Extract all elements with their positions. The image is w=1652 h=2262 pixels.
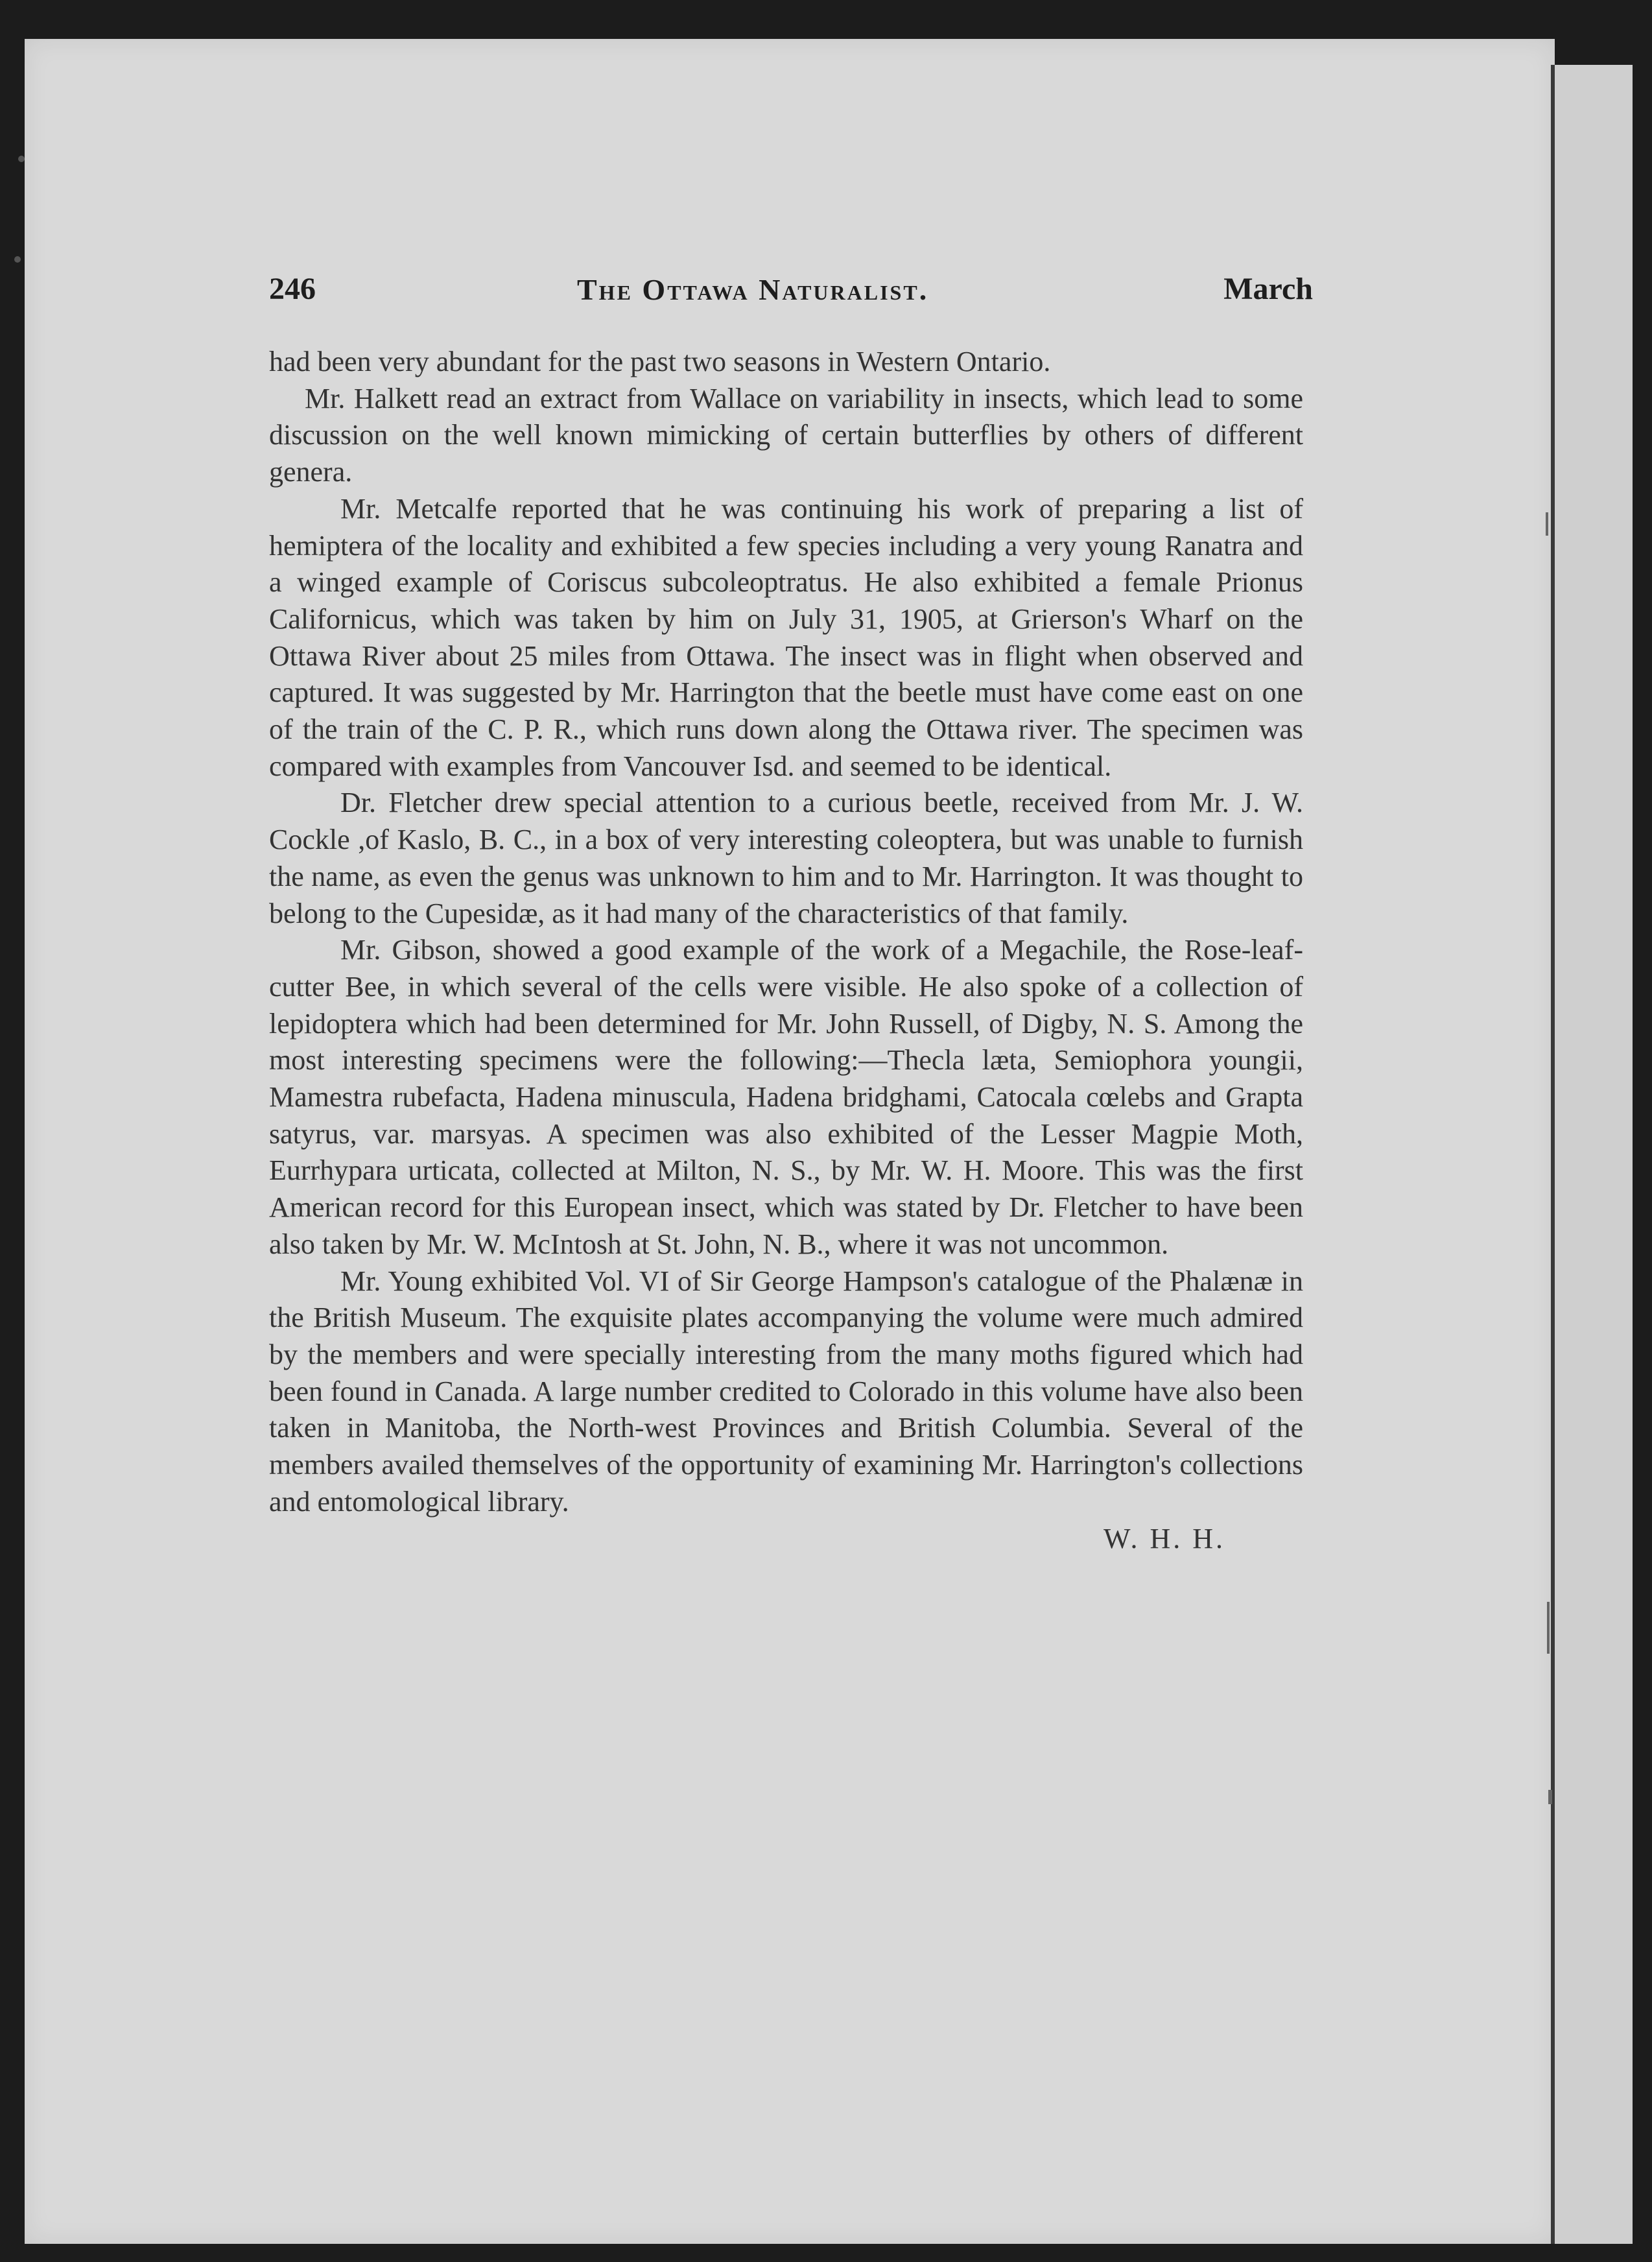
paragraph-fletcher: Dr. Fletcher drew special attention to a curious beetle, received from Mr. J. W. Cockle ,of Kaslo, B. C., in a box of very interesting coleoptera, but was unable to furnish the name, as even the genus was unknown to him and to Mr. Harrington. It was thought to belong to the Cupesidæ, as it had many of the characteristics of that family. <box>269 787 1303 929</box>
body-text <box>269 344 1303 1557</box>
edge-mark <box>1546 512 1548 536</box>
paragraph-gibson: Mr. Gibson, showed a good example of the work of a Megachile, the Rose-leaf-cutter Bee, in which several of the cells were visible. He also spoke of a collection of lepidoptera which had been determined for Mr. John Russell, of Digby, N. S. Among the most interesting specimens were the following:—Thecla læta, Semiophora youngii, Mamestra rubefacta, Hadena minuscula, Hadena bridghami, Catocala cœlebs and Grapta satyrus, var. marsyas. A specimen was also exhibited of the Lesser Magpie Moth, Eurrhypara urticata, collected at Milton, N. S., by Mr. W. H. Moore. This was the first American record for this European insect, which was stated by Dr. Fletcher to have been also taken by Mr. W. McIntosh at St. John, N. B., where it was not uncommon. <box>269 934 1303 1260</box>
scan-speck <box>14 256 21 263</box>
edge-mark <box>1548 1790 1552 1804</box>
journal-title: The Ottawa Naturalist. <box>577 273 929 306</box>
paragraph-continuation: had been very abundant for the past two seasons in Western Ontario. <box>269 346 1051 377</box>
running-header <box>269 271 1313 316</box>
paragraph-young: Mr. Young exhibited Vol. VI of Sir George Hampson's catalogue of the Phalænæ in the British Museum. The exquisite plates accompanying the volume were much admired by the members and were specially interesting from the many moths figured which had been found in Canada. A large number credited to Colorado in this volume have also been taken in Manitoba, the North-west Provinces and British Columbia. Several of the members availed themselves of the opportunity of examining Mr. Harrington's collections and entomological library. <box>269 1265 1303 1518</box>
page-number: 246 <box>269 272 316 306</box>
header-month: March <box>1223 272 1313 306</box>
next-page-edge <box>1555 65 1633 2244</box>
scan-speck <box>18 156 25 162</box>
edge-mark <box>1547 1602 1550 1654</box>
paragraph-metcalfe: Mr. Metcalfe reported that he was continuing his work of preparing a list of hemiptera of the locality and exhibited a few species including a very young Ranatra and a winged example of Coriscus subcoleoptratus. He also exhibited a female Prionus Californicus, which was taken by him on July 31, 1905, at Grierson's Wharf on the Ottawa River about 25 miles from Ottawa. The insect was in flight when observed and captured. It was suggested by Mr. Harrington that the beetle must have come east on one of the train of the C. P. R., which runs down along the Ottawa river. The specimen was compared with examples from Vancouver Isd. and seemed to be identical. <box>269 492 1303 782</box>
paragraph-halkett: Mr. Halkett read an extract from Wallace on variability in insects, which lead to some discussion on the well known mimicking of certain butterflies by others of different genera. <box>269 382 1303 488</box>
signature: W. H. H. <box>1103 1522 1225 1554</box>
